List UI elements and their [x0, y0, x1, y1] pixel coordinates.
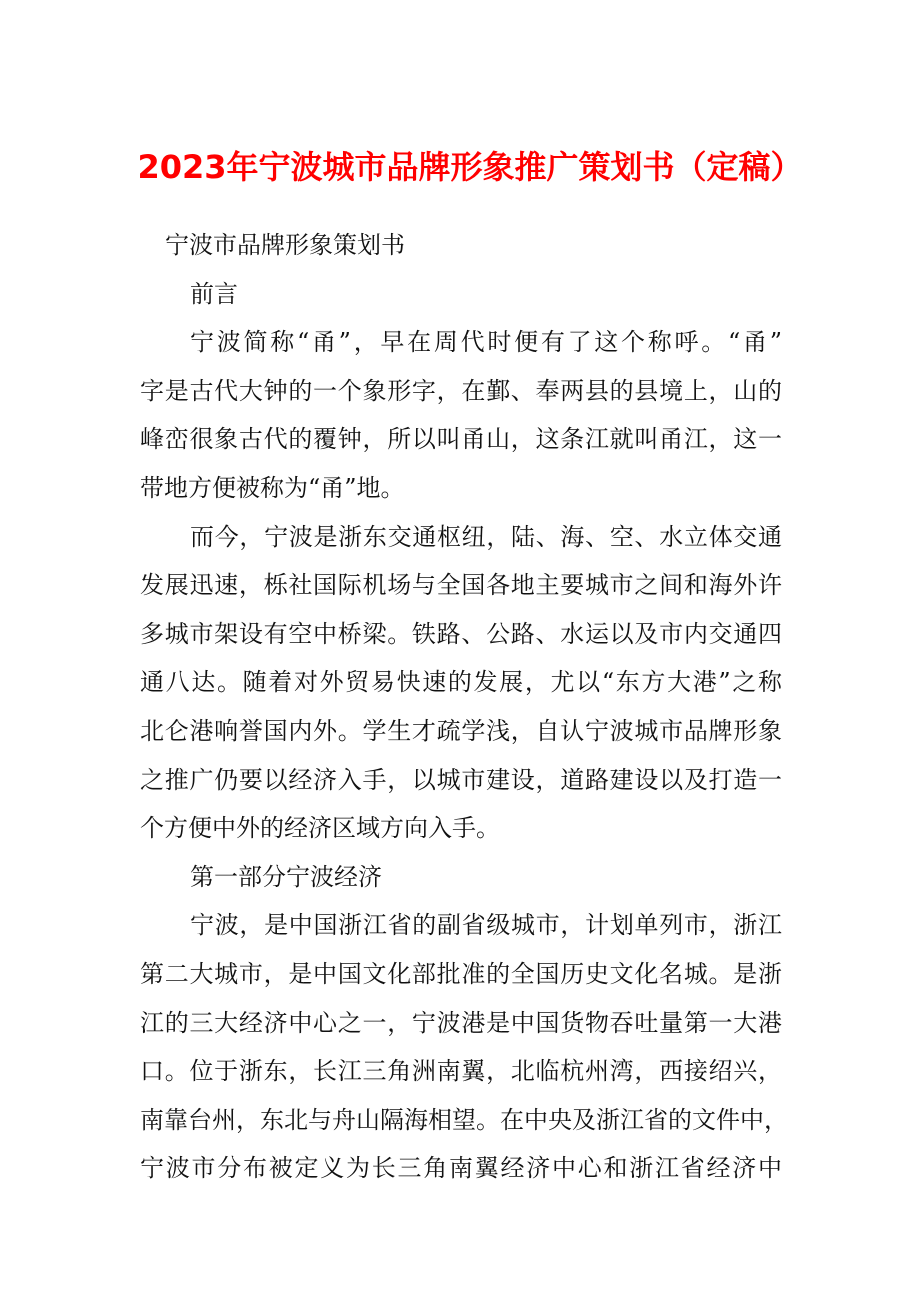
paragraph-line: 北仑港响誉国内外。学生才疏学浅，自认宁波城市品牌形象 — [140, 716, 782, 745]
paragraph-line: 南靠台州，东北与舟山隔海相望。在中央及浙江省的文件中， — [140, 1105, 788, 1134]
paragraph-line: 江的三大经济中心之一，宁波港是中国货物吞吐量第一大港 — [140, 1008, 782, 1037]
paragraph-line: 第二大城市，是中国文化部批准的全国历史文化名城。是浙 — [140, 959, 782, 988]
paragraph-line: 个方便中外的经济区域方向入手。 — [140, 814, 500, 843]
document-body — [140, 221, 788, 1193]
paragraph-line: 通八达。随着对外贸易快速的发展，尤以“东方大港”之称 — [140, 668, 782, 697]
document-title: 2023年宁波城市品牌形象推广策划书（定稿） — [137, 148, 803, 186]
paragraph-line: 宁波，是中国浙江省的副省级城市，计划单列市，浙江 — [190, 911, 782, 940]
paragraph-line: 口。位于浙东，长江三角洲南翼，北临杭州湾，西接绍兴， — [140, 1057, 782, 1086]
paragraph-line: 宁波市分布被定义为长三角南翼经济中心和浙江省经济中 — [140, 1154, 782, 1183]
document-subtitle: 宁波市品牌形象策划书 — [165, 231, 405, 259]
paragraph-line: 发展迅速，栎社国际机场与全国各地主要城市之间和海外许 — [140, 571, 782, 600]
paragraph-line: 而今，宁波是浙东交通枢纽，陆、海、空、水立体交通 — [190, 522, 782, 551]
paragraph-line: 之推广仍要以经济入手，以城市建设，道路建设以及打造一 — [140, 765, 782, 794]
section-heading: 第一部分宁波经济 — [190, 862, 382, 891]
paragraph-line: 宁波简称“甬”，早在周代时便有了这个称呼。“甬” — [190, 328, 782, 357]
paragraph-line: 带地方便被称为“甬”地。 — [140, 473, 405, 502]
paragraph-line: 字是古代大钟的一个象形字，在鄞、奉两县的县境上，山的 — [140, 376, 782, 405]
paragraph-line: 峰峦很象古代的覆钟，所以叫甬山，这条江就叫甬江，这一 — [140, 425, 782, 454]
section-heading: 前言 — [190, 279, 238, 308]
paragraph-line: 多城市架设有空中桥梁。铁路、公路、水运以及市内交通四 — [140, 619, 782, 648]
